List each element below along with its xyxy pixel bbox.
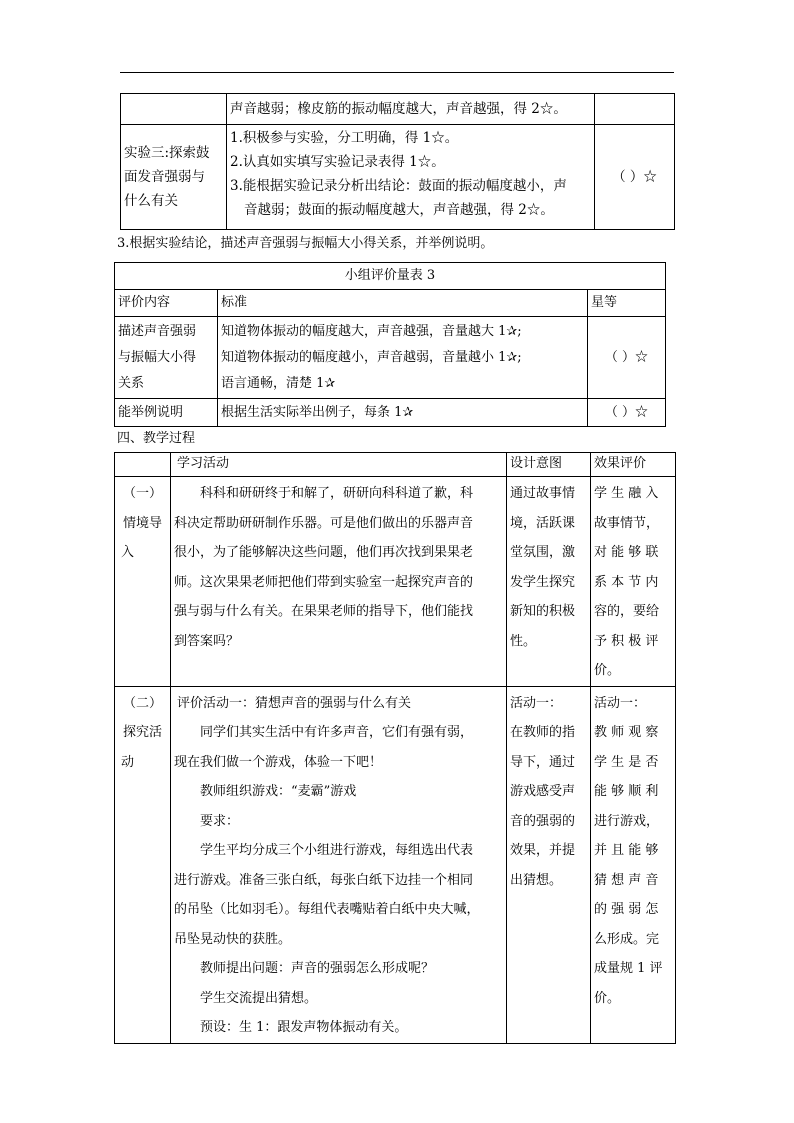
activity-line: 学生交流提出猜想。 (200, 990, 318, 1006)
eval-line: 活动一： (594, 695, 647, 711)
eval-line: 并 且 能 够 (594, 843, 659, 858)
stage-line: 入 (121, 545, 135, 560)
exp3-title-line: 面发音强弱与 (124, 169, 205, 185)
activity-cell (171, 686, 507, 1043)
eval-line: 成量规 1 评 (594, 961, 663, 976)
intent-cell (507, 477, 591, 687)
header-blank (115, 453, 171, 477)
rating-stars: （ ）☆ (604, 349, 649, 365)
activity-line: 到答案吗？ (174, 633, 240, 649)
intent-line: 活动一： (510, 695, 563, 711)
exp3-title-cell (121, 125, 227, 230)
header-intent: 设计意图 (507, 453, 591, 477)
intent-line: 导下，通过 (510, 754, 576, 770)
intent-line: 出猜想。 (510, 872, 563, 888)
criteria-line: 2.认真如实填写实验记录表得 1☆。 (230, 154, 445, 170)
intent-line: 境，活跃课 (510, 515, 576, 531)
activity-line: 吊坠晃动快的获胜。 (174, 931, 292, 947)
header-activity: 学习活动 (171, 453, 507, 477)
row1-standard-cell (218, 317, 588, 399)
header-rule (120, 72, 674, 73)
activity-line: 教师提出问题：声音的强弱怎么形成呢？ (200, 961, 435, 976)
eval-line: 教 师 观 察 (594, 725, 659, 740)
header-content: 评价内容 (115, 290, 218, 317)
criteria-line: 音越弱；鼓面的振动幅度越大，声音越强，得 2☆。 (244, 202, 554, 218)
intent-cell (507, 686, 591, 1043)
intent-line: 音的强弱的 (510, 813, 576, 829)
eval-line: 进行游戏， (594, 813, 660, 829)
exp3-criteria-cell (227, 125, 595, 230)
activity-line: 学生平均分成三个小组进行游戏，每组选出代表 (200, 843, 474, 858)
activity-line: 强与弱与什么有关。在果果老师的指导下，他们能找 (174, 604, 474, 619)
intent-line: 堂氛围，激 (510, 545, 576, 560)
content-line: 与振幅大小得 (118, 349, 197, 365)
empty-cell (595, 94, 675, 125)
activity-line: 教师组织游戏：“麦霸”游戏 (200, 784, 357, 799)
stage-line: 探究活 (122, 725, 162, 740)
standard-line: 语言通畅，清楚 1✰ (221, 375, 336, 391)
exp3-rating-cell (595, 125, 675, 230)
activity-line: 师。这次果果老师把他们带到实验室一起探究声音的 (174, 574, 474, 590)
eval-line: 系 本 节 内 (594, 574, 659, 590)
stage-line: 情境导 (122, 515, 162, 531)
standard-line: 知道物体振动的幅度越小，声音越弱，音量越小 1✰; (221, 349, 522, 365)
intent-line: 通过故事情 (510, 486, 576, 501)
row2-rating-cell (588, 399, 666, 427)
stage-cell (115, 477, 171, 687)
header-eval: 效果评价 (591, 453, 676, 477)
activity-line: 评价活动一：猜想声音的强弱与什么有关 (177, 695, 412, 711)
prev-criteria-cell: 声音越弱；橡皮筋的振动幅度越大，声音越强，得 2☆。 (227, 94, 595, 125)
content-line: 关系 (118, 375, 145, 391)
stage-line: 动 (121, 754, 135, 770)
group-evaluation-table-3 (114, 262, 666, 427)
intent-line: 发学生探究 (510, 574, 576, 590)
row1-content-cell (115, 317, 218, 399)
activity-line: 要求： (200, 813, 240, 829)
activity-cell (171, 477, 507, 687)
eval-line: 价。 (594, 663, 621, 678)
eval-cell (591, 686, 676, 1043)
activity-line: 科科和研研终于和解了，研研向科科道了歉，科 (200, 486, 474, 501)
row2-content-cell: 能举例说明 (115, 399, 218, 427)
row1-rating-cell (588, 317, 666, 399)
activity-line: 很小，为了能够解决这些问题，他们再次找到果果老 (174, 545, 474, 560)
stage-line: （一） (122, 486, 162, 501)
experiment-rubric-table (120, 93, 675, 230)
activity-line: 同学们其实生活中有许多声音，它们有强有弱， (200, 725, 474, 740)
section3-text: 3.根据实验结论，描述声音强弱与振幅大小得关系，并举例说明。 (117, 236, 494, 251)
eval-cell (591, 477, 676, 687)
criteria-line: 3.能根据实验记录分析出结论：鼓面的振动幅度越小，声 (230, 178, 567, 194)
section4-heading: 四、教学过程 (117, 431, 196, 446)
eval-line: 的 强 弱 怎 (594, 902, 659, 917)
intent-line: 游戏感受声 (510, 784, 576, 799)
intent-line: 效果，并提 (510, 843, 576, 858)
activity-line: 进行游戏。准备三张白纸，每张白纸下边挂一个相同 (174, 872, 474, 888)
empty-cell (121, 94, 227, 125)
activity-line: 科决定帮助研研制作乐器。可是他们做出的乐器声音 (174, 515, 474, 531)
rating-stars: （ ）☆ (612, 169, 657, 185)
eval-line: 对 能 够 联 (594, 545, 659, 560)
eval-line: 故事情节， (594, 515, 660, 531)
header-standard: 标准 (218, 290, 588, 317)
activity-line: 的吊坠（比如羽毛）。每组代表嘴贴着白纸中央大喊， (174, 902, 480, 917)
header-rating: 星等 (588, 290, 666, 317)
content-line: 描述声音强弱 (118, 323, 197, 339)
eval-line: 容的，要给 (594, 604, 660, 619)
activity-line: 现在我们做一个游戏，体验一下吧！ (174, 754, 383, 770)
eval-line: 能 够 顺 利 (594, 784, 659, 799)
eval-line: 么形成。完 (594, 931, 660, 947)
eval-line: 猜 想 声 音 (594, 872, 659, 888)
table2-title: 小组评价量表 3 (115, 263, 666, 290)
intent-line: 在教师的指 (510, 725, 576, 740)
eval-line: 学 生 融 入 (594, 486, 659, 501)
stage-cell (115, 686, 171, 1043)
exp3-title-line: 什么有关 (124, 193, 178, 209)
criteria-line: 1.积极参与实验，分工明确，得 1☆。 (230, 130, 459, 146)
row2-standard-cell: 根据生活实际举出例子，每条 1✰ (218, 399, 588, 427)
exp3-title-line: 实验三:探索鼓 (124, 145, 210, 161)
standard-line: 知道物体振动的幅度越大，声音越强，音量越大 1✰; (221, 323, 522, 339)
intent-line: 性。 (510, 633, 537, 649)
activity-line: 预设：生 1：跟发声物体振动有关。 (200, 1020, 408, 1035)
rating-stars: （ ）☆ (604, 404, 649, 420)
eval-line: 价。 (594, 990, 621, 1006)
stage-line: （二） (122, 695, 162, 711)
eval-line: 学 生 是 否 (594, 754, 659, 770)
intent-line: 新知的积极 (510, 604, 576, 619)
teaching-process-table (114, 452, 676, 1044)
eval-line: 予 积 极 评 (594, 633, 659, 649)
